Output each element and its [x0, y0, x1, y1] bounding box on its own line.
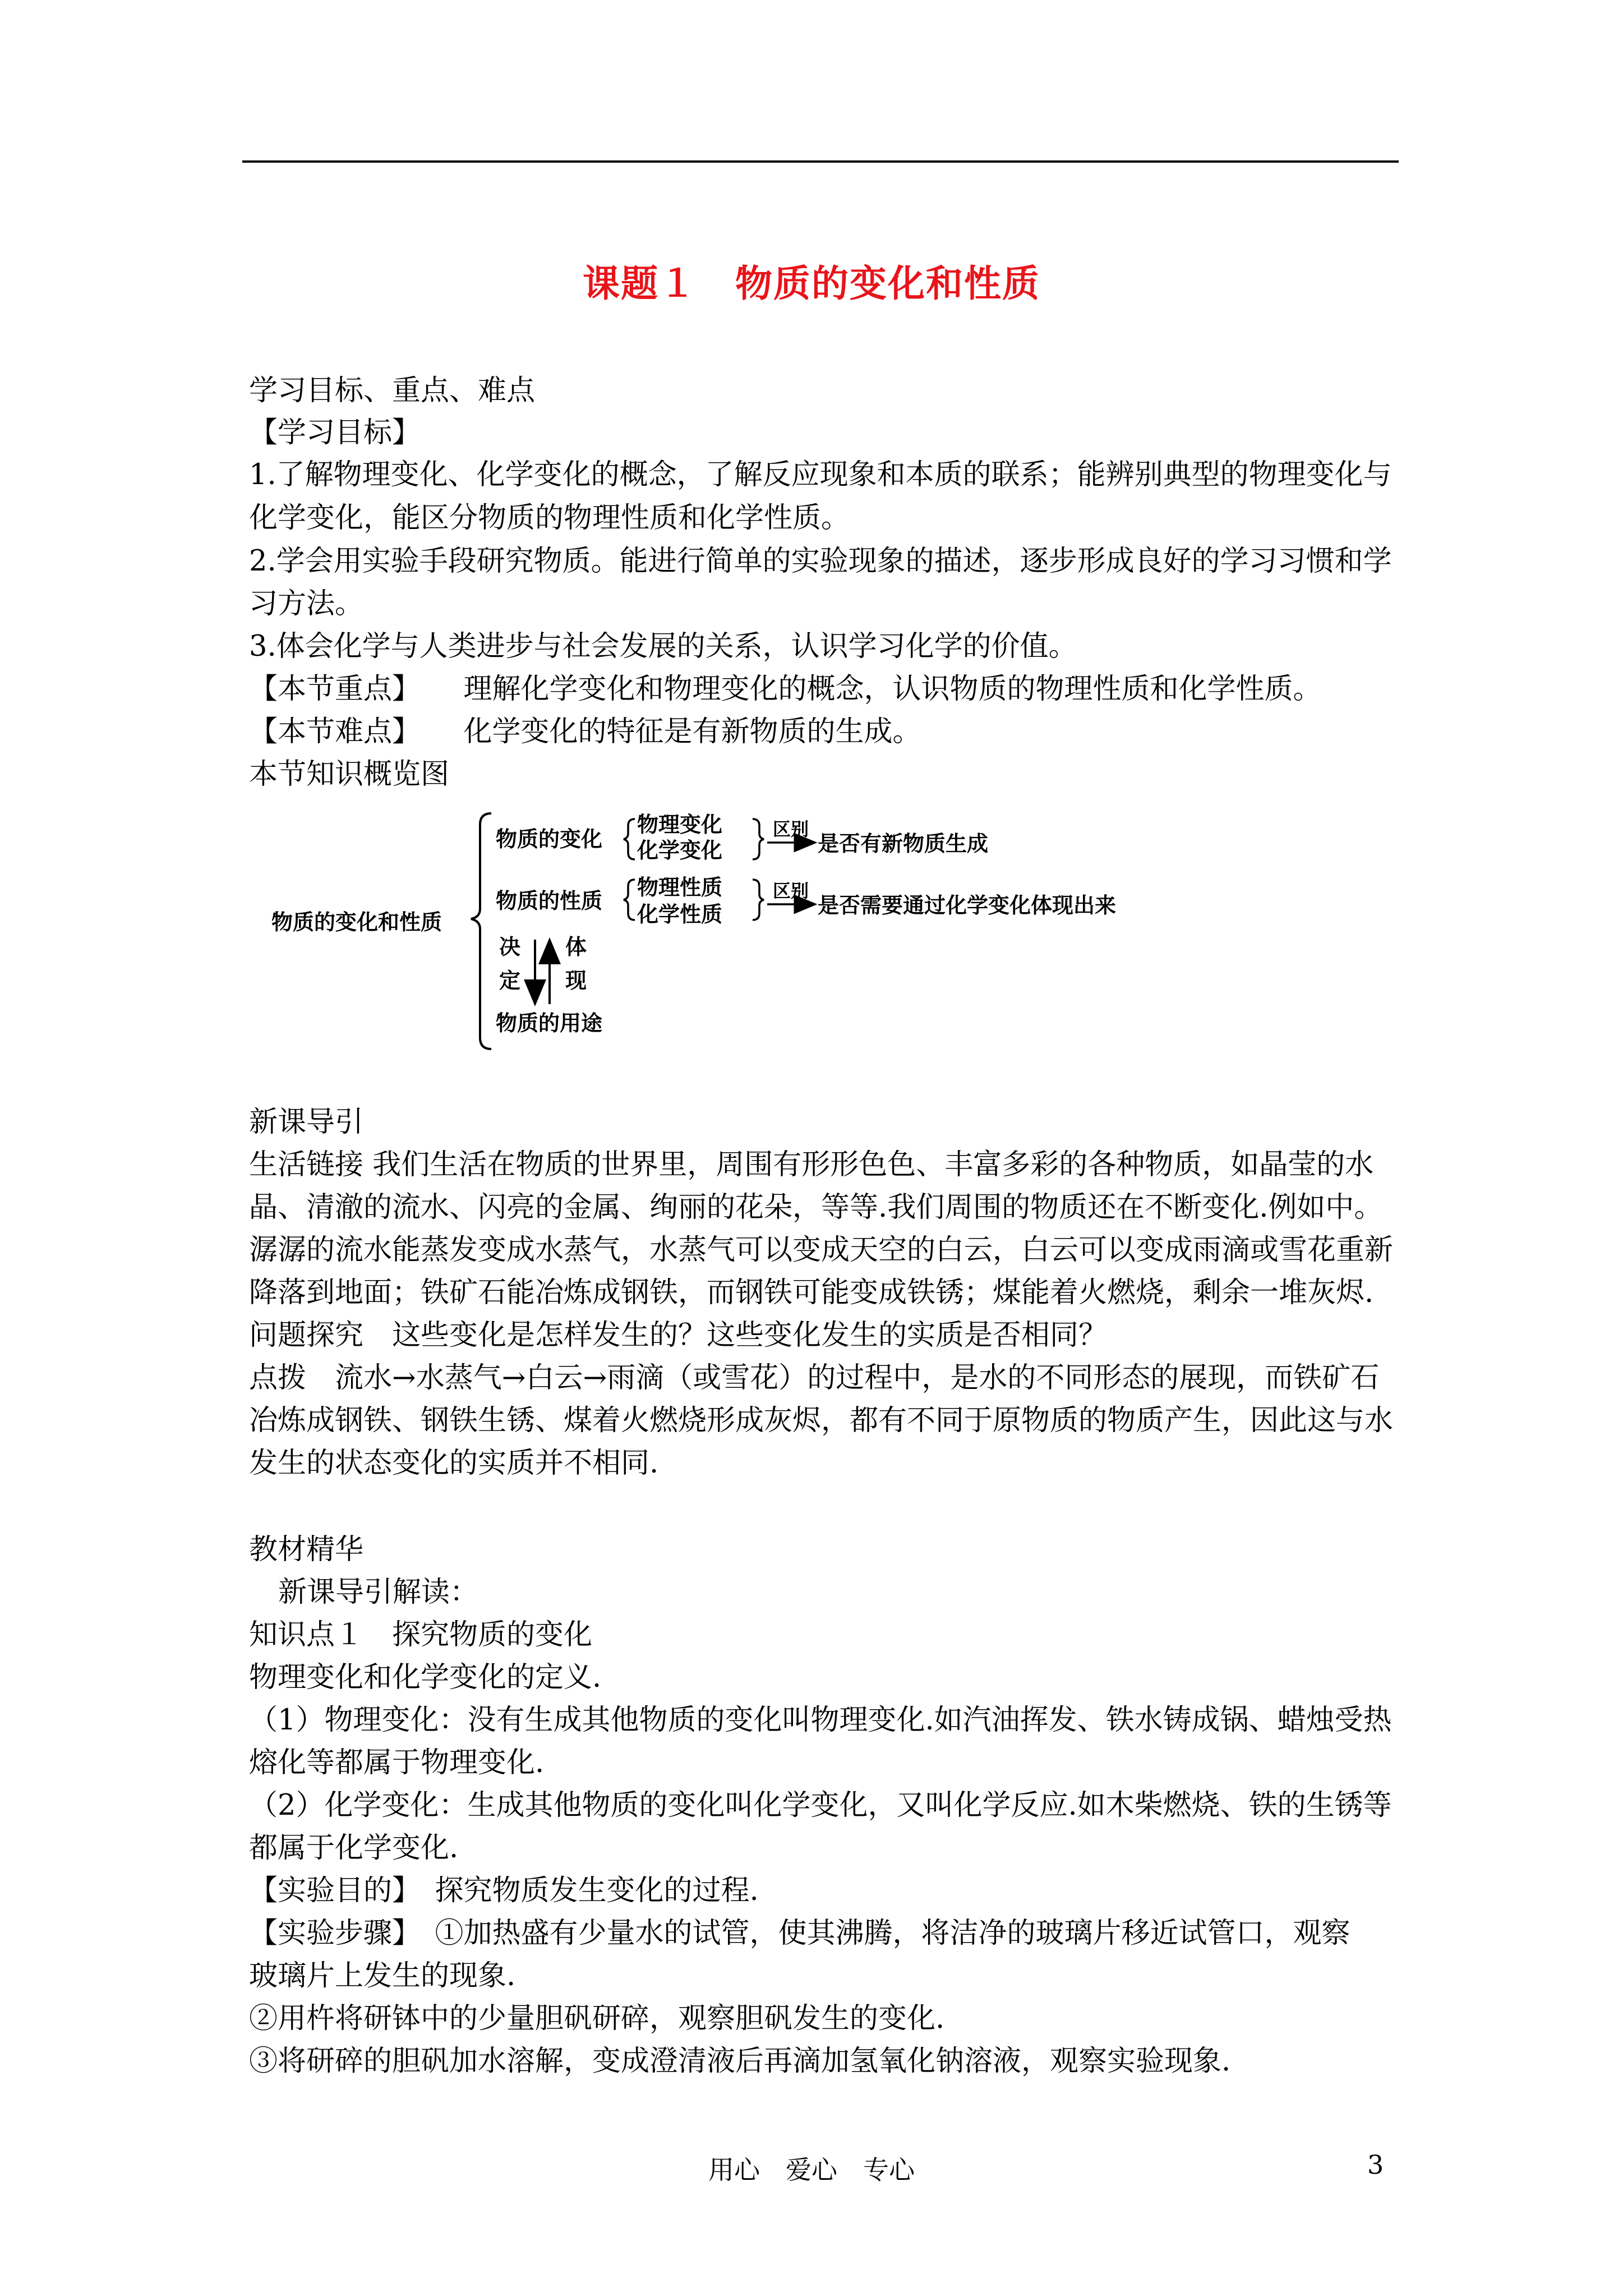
header-rule: [242, 160, 1399, 163]
text-line: 都属于化学变化.: [249, 1832, 459, 1865]
text-line: 问题探究 这些变化是怎样发生的？这些变化发生的实质是否相同？: [249, 1319, 1108, 1352]
text-line: 新课导引: [249, 1106, 364, 1139]
text-line: （2）化学变化：生成其他物质的变化叫化学变化，又叫化学反应.如木柴燃烧、铁的生锈等: [249, 1789, 1392, 1822]
diagram-change: 物质的变化: [496, 827, 603, 852]
diagram-distinguish2: 区别: [773, 880, 809, 901]
diagram-decide-2: 定: [499, 968, 521, 993]
text-line: 降落到地面；铁矿石能冶炼成钢铁，而钢铁可能变成铁锈；煤能着火燃烧，剩余一堆灰烬.: [249, 1276, 1374, 1309]
diagram-physical-property: 物理性质: [637, 875, 723, 900]
text-line: 发生的状态变化的实质并不相同.: [249, 1447, 659, 1480]
text-line: ③将研碎的胆矾加水溶解，变成澄清液后再滴加氢氧化钠溶液，观察实验现象.: [249, 2045, 1231, 2078]
brace-property-close: [753, 880, 764, 920]
text-line: 物理变化和化学变化的定义.: [249, 1661, 602, 1694]
text-line: 【本节重点】 理解化学变化和物理变化的概念，认识物质的物理性质和化学性质。: [249, 673, 1322, 706]
diagram-reflect-1: 体: [565, 935, 587, 959]
text-line: 生活链接 我们生活在物质的世界里，周围有形形色色、丰富多彩的各种物质，如晶莹的水: [249, 1148, 1374, 1181]
diagram-reflect-2: 现: [565, 968, 587, 993]
page-footer: 用心 爱心 专心: [708, 2155, 915, 2185]
text-line: 新课导引解读：: [278, 1576, 479, 1609]
diagram-property: 物质的性质: [496, 889, 603, 913]
text-line: 【实验目的】 探究物质发生变化的过程.: [249, 1874, 759, 1907]
text-line: 3.体会化学与人类进步与社会发展的关系，认识学习化学的价值。: [249, 630, 1077, 663]
text-line: 玻璃片上发生的现象.: [249, 1959, 516, 1993]
page-number: 3: [1367, 2150, 1384, 2180]
brace-change-close: [753, 819, 764, 859]
diagram-decide-1: 决: [499, 935, 521, 959]
text-line: 知识点１ 探究物质的变化: [249, 1618, 593, 1651]
big-brace: [471, 813, 491, 1049]
text-line: 本节知识概览图: [249, 758, 450, 791]
text-line: ②用杵将研钵中的少量胆矾研碎，观察胆矾发生的变化.: [249, 2002, 945, 2035]
diagram-result1: 是否有新物质生成: [818, 831, 989, 856]
diagram-distinguish1: 区别: [773, 818, 809, 840]
brace-change: [624, 819, 635, 859]
text-line: 学习目标、重点、难点: [249, 374, 536, 407]
brace-property: [624, 880, 635, 920]
diagram-chemical-property: 化学性质: [637, 902, 723, 927]
text-line: （1）物理变化：没有生成其他物质的变化叫物理变化.如汽油挥发、铁水铸成锅、蜡烛受热: [249, 1704, 1392, 1737]
text-line: 教材精华: [249, 1533, 364, 1566]
text-line: 2.学会用实验手段研究物质。能进行简单的实验现象的描述，逐步形成良好的学习习惯和学: [249, 545, 1392, 578]
diagram-physical-change: 物理变化: [637, 812, 723, 837]
page-title: 课题１ 物质的变化和性质: [583, 261, 1040, 305]
text-line: 【学习目标】: [249, 416, 421, 449]
diagram-use: 物质的用途: [496, 1011, 603, 1036]
text-line: 【本节难点】 化学变化的特征是有新物质的生成。: [249, 715, 921, 748]
text-line: 1.了解物理变化、化学变化的概念，了解反应现象和本质的联系；能辨别典型的物理变化与: [249, 458, 1392, 491]
text-line: 晶、清澈的流水、闪亮的金属、绚丽的花朵，等等.我们周围的物质还在不断变化.例如中。: [249, 1191, 1383, 1224]
text-line: 点拨 流水→水蒸气→白云→雨滴（或雪花）的过程中，是水的不同形态的展现，而铁矿石: [249, 1361, 1380, 1395]
text-line: 冶炼成钢铁、钢铁生锈、煤着火燃烧形成灰烬，都有不同于原物质的物质产生，因此这与水: [249, 1404, 1394, 1437]
text-line: 习方法。: [249, 587, 364, 620]
text-line: 化学变化，能区分物质的物理性质和化学性质。: [249, 501, 850, 535]
knowledge-diagram: [249, 802, 1236, 1055]
diagram-chemical-change: 化学变化: [637, 838, 723, 863]
text-line: 潺潺的流水能蒸发变成水蒸气，水蒸气可以变成天空的白云，白云可以变成雨滴或雪花重新: [249, 1234, 1394, 1267]
diagram-root: 物质的变化和性质: [271, 910, 442, 935]
diagram-result2: 是否需要通过化学变化体现出来: [818, 893, 1117, 918]
text-line: 熔化等都属于物理变化.: [249, 1746, 545, 1779]
text-line: 【实验步骤】 ①加热盛有少量水的试管，使其沸腾，将洁净的玻璃片移近试管口，观察: [249, 1917, 1350, 1950]
